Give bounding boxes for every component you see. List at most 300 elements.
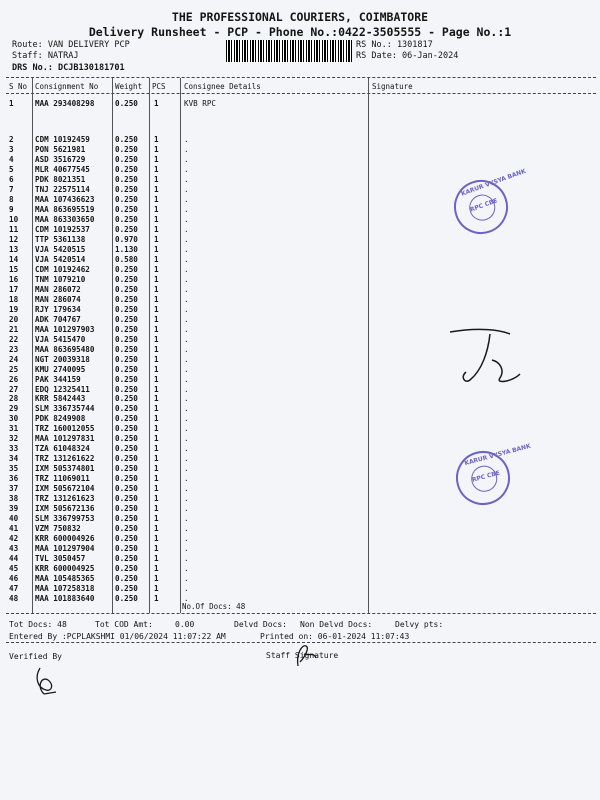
row-weight: 0.250 <box>115 334 138 344</box>
row-pcs: 1 <box>154 574 159 584</box>
table-row <box>0 205 600 215</box>
barcode <box>226 40 352 62</box>
row-sno: 10 <box>9 214 19 224</box>
row-consignment-no: PON 5621981 <box>35 144 86 154</box>
row-consignment-no: EDQ 12325411 <box>35 384 90 394</box>
route-label: Route: VAN DELIVERY PCP <box>12 40 130 50</box>
row-pcs: 1 <box>154 144 159 154</box>
row-sno: 17 <box>9 284 19 294</box>
row-weight: 0.250 <box>115 564 138 574</box>
row-consignee-details: . <box>184 244 189 254</box>
runsheet-subtitle: Delivery Runsheet - PCP - Phone No.:0422-3505555 - Page No.:1 <box>88 25 512 39</box>
row-consignee-details: . <box>184 324 189 334</box>
row-sno: 21 <box>9 324 19 334</box>
row-consignment-no: TZA 61048324 <box>35 444 90 454</box>
row-weight: 0.250 <box>115 394 138 404</box>
row-consignee-details: . <box>184 144 189 154</box>
row-consignee-details: . <box>184 354 189 364</box>
table-top-rule <box>6 77 596 78</box>
non-delvd-docs: Non Delvd Docs: <box>300 620 373 629</box>
row-consignment-no: MAA 101297903 <box>35 324 95 334</box>
row-pcs: 1 <box>154 264 159 274</box>
table-row <box>0 394 600 404</box>
row-pcs: 1 <box>154 384 159 394</box>
row-consignment-no: IXM 505672104 <box>35 484 95 494</box>
staff-signature <box>290 640 320 670</box>
staff-signature-label: Staff Signature <box>266 651 339 660</box>
row-consignment-no: VJA 5415470 <box>35 334 86 344</box>
table-row <box>0 99 600 109</box>
row-weight: 0.250 <box>115 594 138 604</box>
table-row <box>0 225 600 235</box>
row-weight: 0.250 <box>115 284 138 294</box>
row-weight: 0.250 <box>115 364 138 374</box>
row-pcs: 1 <box>154 234 159 244</box>
col-signature-header: Signature <box>372 82 413 91</box>
row-consignee-details: . <box>184 284 189 294</box>
col-consignment-header: Consignment No <box>35 82 99 91</box>
row-consignment-no: TTP 5361138 <box>35 234 86 244</box>
row-weight: 0.250 <box>115 584 138 594</box>
row-sno: 11 <box>9 224 19 234</box>
row-consignment-no: ADK 704767 <box>35 314 81 324</box>
row-pcs: 1 <box>154 174 159 184</box>
row-pcs: 1 <box>154 334 159 344</box>
row-consignment-no: MAA 107258318 <box>35 584 95 594</box>
table-row <box>0 574 600 584</box>
row-pcs: 1 <box>154 544 159 554</box>
row-pcs: 1 <box>154 99 159 108</box>
row-pcs: 1 <box>154 524 159 534</box>
row-pcs: 1 <box>154 594 159 604</box>
row-weight: 0.250 <box>115 494 138 504</box>
row-pcs: 1 <box>154 484 159 494</box>
row-weight: 0.250 <box>115 554 138 564</box>
rs-number: RS No.: 1301817 <box>356 40 433 50</box>
table-row <box>0 135 600 145</box>
row-weight: 0.250 <box>115 404 138 414</box>
row-consignee-details: . <box>184 224 189 234</box>
row-pcs: 1 <box>154 364 159 374</box>
row-consignee-details: . <box>184 254 189 264</box>
row-consignment-no: CDM 10192537 <box>35 224 90 234</box>
row-sno: 14 <box>9 254 19 264</box>
row-weight: 1.130 <box>115 244 138 254</box>
row-consignee-details: . <box>184 274 189 284</box>
row-consignee-details: . <box>184 444 189 454</box>
row-consignment-no: ASD 3516729 <box>35 154 86 164</box>
row-sno: 2 <box>9 135 14 144</box>
row-consignment-no: KRR 600004926 <box>35 534 95 544</box>
row-consignment-no: MAA 863695519 <box>35 204 95 214</box>
row-pcs: 1 <box>154 284 159 294</box>
row-pcs: 1 <box>154 324 159 334</box>
row-pcs: 1 <box>154 304 159 314</box>
row-sno: 19 <box>9 304 19 314</box>
row-weight: 0.250 <box>115 474 138 484</box>
row-consignee-details: . <box>184 135 189 144</box>
rs-date: RS Date: 06-Jan-2024 <box>356 51 459 61</box>
row-consignee-details: . <box>184 404 189 414</box>
row-consignee-details: . <box>184 494 189 504</box>
row-weight: 0.250 <box>115 434 138 444</box>
row-weight: 0.250 <box>115 304 138 314</box>
row-consignment-no: VJA 5420514 <box>35 254 86 264</box>
table-row <box>0 454 600 464</box>
row-weight: 0.250 <box>115 484 138 494</box>
table-row <box>0 235 600 245</box>
col-pcs-header: PCS <box>152 82 166 91</box>
row-consignment-no: PDK 8021351 <box>35 174 86 184</box>
row-consignee-details: . <box>184 214 189 224</box>
row-weight: 0.250 <box>115 574 138 584</box>
row-pcs: 1 <box>154 564 159 574</box>
row-consignee-details: . <box>184 514 189 524</box>
row-consignee-details: . <box>184 554 189 564</box>
row-consignment-no: CDM 10192462 <box>35 264 90 274</box>
row-consignment-no: VJA 5420515 <box>35 244 86 254</box>
row-weight: 0.250 <box>115 454 138 464</box>
table-row <box>0 305 600 315</box>
row-consignment-no: PAK 344159 <box>35 374 81 384</box>
row-consignment-no: TRZ 131261622 <box>35 454 95 464</box>
row-sno: 44 <box>9 554 19 564</box>
table-row <box>0 185 600 195</box>
row-sno: 26 <box>9 374 19 384</box>
row-pcs: 1 <box>154 474 159 484</box>
row-weight: 0.250 <box>115 384 138 394</box>
row-consignee-details: . <box>184 204 189 214</box>
row-sno: 5 <box>9 164 14 174</box>
row-sno: 27 <box>9 384 19 394</box>
row-consignee-details: . <box>184 264 189 274</box>
row-consignment-no: MAA 863303650 <box>35 214 95 224</box>
row-consignee-details: . <box>184 594 189 604</box>
row-pcs: 1 <box>154 404 159 414</box>
row-consignment-no: MAA 101297831 <box>35 434 95 444</box>
row-consignee-details: . <box>184 474 189 484</box>
row-sno: 13 <box>9 244 19 254</box>
table-row <box>0 155 600 165</box>
row-sno: 12 <box>9 234 19 244</box>
row-pcs: 1 <box>154 454 159 464</box>
stamp-bank-text: KARUR VYSYA BANK <box>460 167 527 198</box>
row-sno: 25 <box>9 364 19 374</box>
row-consignee-details: . <box>184 344 189 354</box>
row-sno: 4 <box>9 154 14 164</box>
row-consignment-no: TRZ 160012055 <box>35 424 95 434</box>
row-pcs: 1 <box>154 314 159 324</box>
row-sno: 42 <box>9 534 19 544</box>
row-pcs: 1 <box>154 164 159 174</box>
table-row <box>0 494 600 504</box>
row-sno: 20 <box>9 314 19 324</box>
row-pcs: 1 <box>154 154 159 164</box>
row-weight: 0.250 <box>115 444 138 454</box>
row-weight: 0.250 <box>115 144 138 154</box>
row-sno: 37 <box>9 484 19 494</box>
row-pcs: 1 <box>154 584 159 594</box>
row-weight: 0.250 <box>115 424 138 434</box>
row-sno: 32 <box>9 434 19 444</box>
row-sno: 3 <box>9 144 14 154</box>
row-consignee-details: . <box>184 584 189 594</box>
verifier-signature <box>28 664 68 700</box>
row-consignment-no: CDM 10192459 <box>35 135 90 144</box>
row-sno: 30 <box>9 414 19 424</box>
row-consignment-no: MAA 293408298 <box>35 99 95 108</box>
row-pcs: 1 <box>154 184 159 194</box>
row-consignee-details: KVB RPC <box>184 99 217 108</box>
row-consignee-details: . <box>184 234 189 244</box>
row-sno: 38 <box>9 494 19 504</box>
table-row <box>0 524 600 534</box>
table-row <box>0 295 600 305</box>
row-consignee-details: . <box>184 154 189 164</box>
row-weight: 0.250 <box>115 214 138 224</box>
row-consignment-no: NGT 20039318 <box>35 354 90 364</box>
row-consignment-no: TNM 1079210 <box>35 274 86 284</box>
row-consignment-no: TVL 3050457 <box>35 554 86 564</box>
row-pcs: 1 <box>154 424 159 434</box>
row-consignment-no: MAA 101297904 <box>35 544 95 554</box>
row-sno: 28 <box>9 394 19 404</box>
row-pcs: 1 <box>154 354 159 364</box>
stamp-bank-text: KARUR VYSYA BANK <box>463 442 532 468</box>
row-consignment-no: VZM 750832 <box>35 524 81 534</box>
row-weight: 0.250 <box>115 414 138 424</box>
row-pcs: 1 <box>154 374 159 384</box>
row-pcs: 1 <box>154 434 159 444</box>
row-sno: 15 <box>9 264 19 274</box>
row-consignee-details: . <box>184 314 189 324</box>
row-consignee-details: . <box>184 364 189 374</box>
row-pcs: 1 <box>154 274 159 284</box>
table-row <box>0 554 600 564</box>
table-row <box>0 404 600 414</box>
row-consignee-details: . <box>184 184 189 194</box>
row-weight: 0.250 <box>115 504 138 514</box>
row-consignee-details: . <box>184 504 189 514</box>
delvy-pts: Delvy pts: <box>395 620 444 629</box>
row-weight: 0.250 <box>115 154 138 164</box>
row-consignment-no: IXM 505374801 <box>35 464 95 474</box>
table-row <box>0 215 600 225</box>
table-row <box>0 255 600 265</box>
row-consignment-no: MAN 286072 <box>35 284 81 294</box>
row-weight: 0.250 <box>115 324 138 334</box>
col-weight-header: Weight <box>115 82 143 91</box>
row-consignee-details: . <box>184 544 189 554</box>
no-of-docs: No.Of Docs: 48 <box>182 602 246 611</box>
row-weight: 0.250 <box>115 534 138 544</box>
row-weight: 0.250 <box>115 294 138 304</box>
row-consignee-details: . <box>184 414 189 424</box>
row-weight: 0.580 <box>115 254 138 264</box>
row-sno: 8 <box>9 194 14 204</box>
row-weight: 0.250 <box>115 514 138 524</box>
row-weight: 0.250 <box>115 204 138 214</box>
table-row <box>0 275 600 285</box>
verified-by-label: Verified By <box>9 652 62 661</box>
table-row <box>0 484 600 494</box>
row-weight: 0.250 <box>115 99 138 108</box>
stamp-inner-text: RPC CBE <box>471 469 501 484</box>
row-consignee-details: . <box>184 574 189 584</box>
row-sno: 16 <box>9 274 19 284</box>
company-title: THE PROFESSIONAL COURIERS, COIMBATORE <box>171 10 429 24</box>
row-weight: 0.250 <box>115 184 138 194</box>
row-weight: 0.250 <box>115 524 138 534</box>
row-consignee-details: . <box>184 454 189 464</box>
row-consignment-no: TRZ 11069011 <box>35 474 90 484</box>
drs-number: DRS No.: DCJB130181701 <box>12 63 125 73</box>
row-weight: 0.250 <box>115 224 138 234</box>
row-weight: 0.250 <box>115 354 138 364</box>
row-consignment-no: KRR 5842443 <box>35 394 86 404</box>
row-consignee-details: . <box>184 464 189 474</box>
table-bottom-rule <box>6 613 596 614</box>
table-row <box>0 195 600 205</box>
table-row <box>0 504 600 514</box>
row-pcs: 1 <box>154 194 159 204</box>
row-sno: 43 <box>9 544 19 554</box>
row-sno: 33 <box>9 444 19 454</box>
col-sno-header: S No <box>9 82 28 91</box>
row-pcs: 1 <box>154 464 159 474</box>
row-consignee-details: . <box>184 524 189 534</box>
col-details-header: Consignee Details <box>184 82 261 91</box>
row-consignee-details: . <box>184 564 189 574</box>
row-consignment-no: IXM 505672136 <box>35 504 95 514</box>
row-weight: 0.250 <box>115 344 138 354</box>
row-pcs: 1 <box>154 444 159 454</box>
row-consignee-details: . <box>184 484 189 494</box>
tot-cod-amount: 0.00 <box>175 620 195 629</box>
row-pcs: 1 <box>154 534 159 544</box>
row-consignee-details: . <box>184 164 189 174</box>
table-row <box>0 424 600 434</box>
table-row <box>0 514 600 524</box>
row-consignment-no: MAA 863695480 <box>35 344 95 354</box>
table-row <box>0 464 600 474</box>
row-sno: 9 <box>9 204 14 214</box>
row-sno: 39 <box>9 504 19 514</box>
row-consignee-details: . <box>184 174 189 184</box>
row-consignment-no: SLM 336735744 <box>35 404 95 414</box>
row-sno: 7 <box>9 184 14 194</box>
row-consignee-details: . <box>184 424 189 434</box>
row-weight: 0.970 <box>115 234 138 244</box>
row-sno: 31 <box>9 424 19 434</box>
row-consignee-details: . <box>184 394 189 404</box>
row-sno: 48 <box>9 594 19 604</box>
row-pcs: 1 <box>154 504 159 514</box>
stamp-inner-text: RPC CBE <box>469 197 499 214</box>
row-consignment-no: KRR 600004925 <box>35 564 95 574</box>
row-pcs: 1 <box>154 554 159 564</box>
row-consignment-no: MLR 40677545 <box>35 164 90 174</box>
row-consignment-no: MAA 101883640 <box>35 594 95 604</box>
row-pcs: 1 <box>154 204 159 214</box>
row-consignment-no: SLM 336799753 <box>35 514 95 524</box>
row-pcs: 1 <box>154 214 159 224</box>
table-row <box>0 414 600 424</box>
row-consignee-details: . <box>184 294 189 304</box>
row-sno: 34 <box>9 454 19 464</box>
table-row <box>0 434 600 444</box>
row-sno: 18 <box>9 294 19 304</box>
row-pcs: 1 <box>154 244 159 254</box>
row-pcs: 1 <box>154 344 159 354</box>
row-sno: 35 <box>9 464 19 474</box>
row-consignee-details: . <box>184 434 189 444</box>
table-row <box>0 245 600 255</box>
table-row <box>0 564 600 574</box>
row-sno: 22 <box>9 334 19 344</box>
row-weight: 0.250 <box>115 164 138 174</box>
row-sno: 24 <box>9 354 19 364</box>
printed-on: Printed on: 06-01-2024 11:07:43 <box>260 632 410 641</box>
table-row <box>0 534 600 544</box>
row-consignment-no: KMU 2740095 <box>35 364 86 374</box>
row-sno: 23 <box>9 344 19 354</box>
row-pcs: 1 <box>154 514 159 524</box>
row-consignee-details: . <box>184 334 189 344</box>
row-pcs: 1 <box>154 494 159 504</box>
row-weight: 0.250 <box>115 374 138 384</box>
table-row <box>0 285 600 295</box>
row-weight: 0.250 <box>115 264 138 274</box>
row-weight: 0.250 <box>115 174 138 184</box>
row-consignment-no: MAA 105485365 <box>35 574 95 584</box>
row-pcs: 1 <box>154 224 159 234</box>
row-pcs: 1 <box>154 254 159 264</box>
row-pcs: 1 <box>154 294 159 304</box>
row-consignment-no: PDK 8249908 <box>35 414 86 424</box>
row-pcs: 1 <box>154 414 159 424</box>
row-consignee-details: . <box>184 534 189 544</box>
row-consignment-no: RJY 179634 <box>35 304 81 314</box>
table-row <box>0 145 600 155</box>
receiver-signature <box>440 322 530 392</box>
row-sno: 40 <box>9 514 19 524</box>
row-consignee-details: . <box>184 194 189 204</box>
entered-by: Entered By :PCPLAKSHMI 01/06/2024 11:07:22 AM <box>9 632 226 641</box>
row-weight: 0.250 <box>115 314 138 324</box>
tot-docs: Tot Docs: 48 <box>9 620 67 629</box>
staff-label: Staff: NATRAJ <box>12 51 79 61</box>
row-consignment-no: TNJ 22575114 <box>35 184 90 194</box>
row-consignment-no: MAN 286074 <box>35 294 81 304</box>
row-consignee-details: . <box>184 384 189 394</box>
tot-cod-label: Tot COD Amt: <box>95 620 153 629</box>
row-consignee-details: . <box>184 304 189 314</box>
delvd-docs: Delvd Docs: <box>234 620 287 629</box>
row-pcs: 1 <box>154 394 159 404</box>
row-weight: 0.250 <box>115 544 138 554</box>
row-sno: 1 <box>9 99 14 108</box>
table-row <box>0 584 600 594</box>
row-pcs: 1 <box>154 135 159 144</box>
row-consignment-no: MAA 107436623 <box>35 194 95 204</box>
row-consignee-details: . <box>184 374 189 384</box>
table-header-rule <box>6 93 596 94</box>
row-sno: 41 <box>9 524 19 534</box>
row-sno: 46 <box>9 574 19 584</box>
row-sno: 29 <box>9 404 19 414</box>
table-row <box>0 544 600 554</box>
